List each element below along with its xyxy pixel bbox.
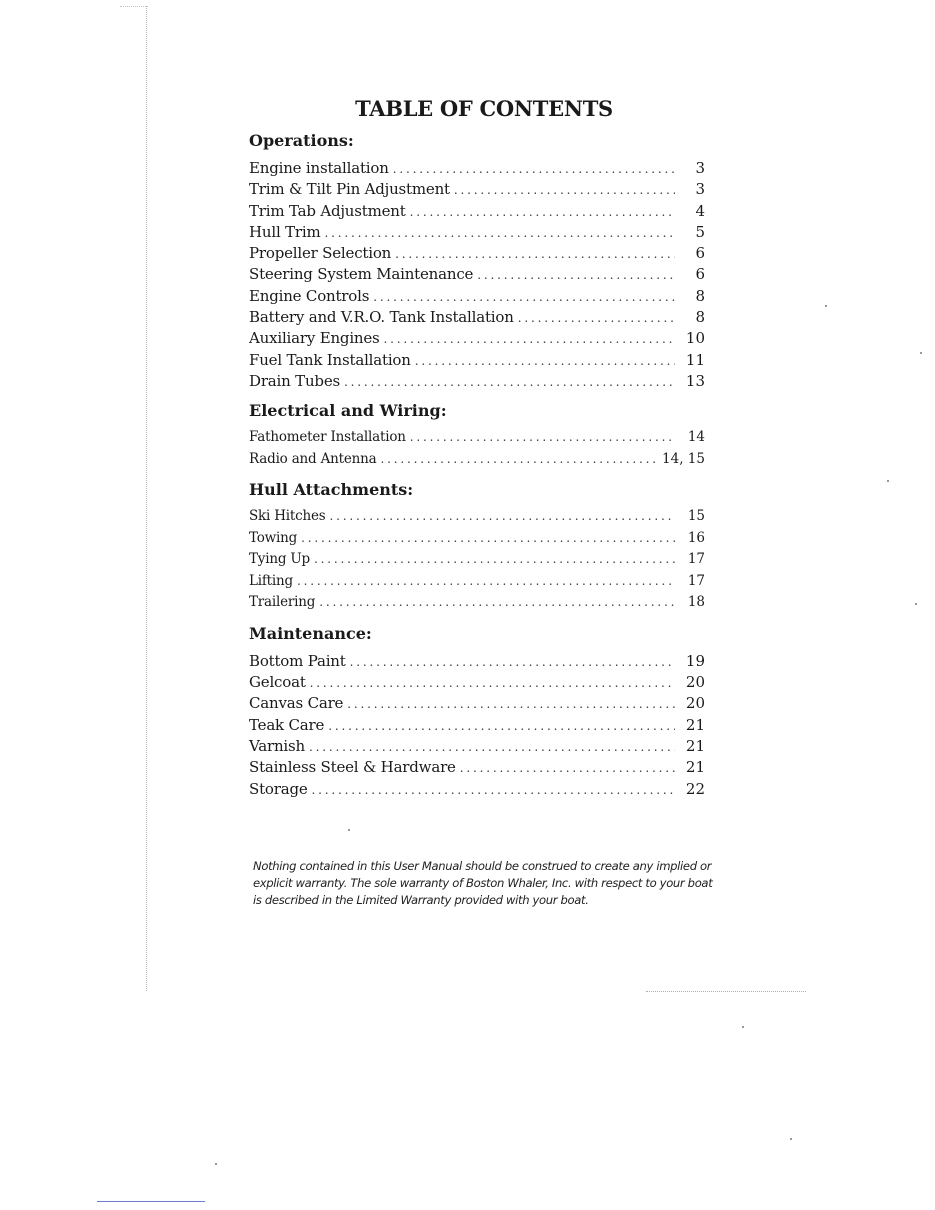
toc-entry-label: Gelcoat [249, 673, 306, 692]
page-title: TABLE OF CONTENTS [355, 96, 613, 121]
dot-leader [344, 375, 675, 389]
scan-artifact-line [646, 991, 806, 992]
toc-entry [249, 780, 705, 801]
toc-entry-page-number: 11 [685, 350, 705, 369]
toc-entry-list [249, 508, 705, 616]
scan-speck [742, 1026, 744, 1028]
toc-entry-label: Storage [249, 779, 308, 798]
dot-leader [373, 290, 675, 304]
toc-entry-label: Stainless Steel & Hardware [249, 758, 456, 777]
toc-section [249, 624, 705, 801]
dot-leader [415, 354, 675, 368]
toc-entry-label: Auxiliary Engines [249, 329, 380, 348]
dot-leader [330, 509, 675, 523]
toc-entry-label: Varnish [249, 736, 305, 755]
toc-entry [249, 530, 705, 552]
toc-entry [249, 694, 705, 715]
toc-entry-page-number: 14 [687, 429, 705, 446]
toc-entry-page-number: 17 [687, 551, 705, 568]
toc-entry [249, 202, 705, 223]
scan-speck [887, 480, 889, 482]
dot-leader [410, 430, 675, 444]
dot-leader [347, 697, 675, 711]
toc-sections [249, 131, 705, 801]
toc-section [249, 131, 705, 393]
scan-speck [215, 1163, 217, 1165]
toc-entry [249, 508, 705, 530]
dot-leader [477, 268, 675, 282]
dot-leader [518, 311, 675, 325]
dot-leader [314, 552, 675, 566]
dot-leader [312, 783, 675, 797]
warranty-disclaimer: Nothing contained in this User Manual should be construed to create any implied or explicit warranty. The sole warranty of Boston Whaler, Inc. with respect to your boat is described in the Limited Warranty provided with your boat. [253, 859, 713, 907]
dot-leader [454, 183, 675, 197]
toc-entry-label: Trailering [249, 594, 316, 611]
toc-entry-label: Fuel Tank Installation [249, 350, 411, 369]
toc-entry-page-number: 20 [685, 694, 705, 713]
toc-entry-label: Tying Up [249, 551, 310, 568]
toc-entry-page-number: 21 [685, 736, 705, 755]
toc-entry-label: Teak Care [249, 715, 325, 734]
toc-entry-page-number: 22 [685, 779, 705, 798]
toc-entry-page-number: 8 [695, 308, 705, 327]
toc-entry-label: Propeller Selection [249, 244, 392, 263]
dot-leader [309, 740, 675, 754]
toc-entry-page-number: 18 [687, 594, 705, 611]
toc-entry-label: Trim Tab Adjustment [249, 201, 406, 220]
toc-entry-label: Battery and V.R.O. Tank Installation [249, 308, 514, 327]
dot-leader [325, 226, 675, 240]
scan-speck [790, 1138, 792, 1140]
section-heading: Maintenance: [249, 623, 372, 643]
toc-entry-label: Lifting [249, 572, 293, 589]
toc-entry-page-number: 8 [695, 286, 705, 305]
table-of-contents [249, 96, 705, 809]
toc-entry-page-number: 21 [685, 715, 705, 734]
toc-entry [249, 652, 705, 673]
scan-speck [348, 829, 350, 831]
toc-entry-page-number: 16 [687, 529, 705, 546]
toc-entry [249, 594, 705, 616]
toc-entry-page-number: 21 [685, 758, 705, 777]
toc-entry-page-number: 14, 15 [662, 450, 705, 467]
dot-leader [380, 452, 658, 466]
dot-leader [328, 719, 675, 733]
toc-entry [249, 716, 705, 737]
toc-entry [249, 329, 705, 350]
dot-leader [319, 595, 675, 609]
scan-speck [920, 352, 922, 354]
toc-entry [249, 244, 705, 265]
dot-leader [301, 531, 675, 545]
toc-section [249, 401, 705, 472]
scan-edge-top [120, 6, 148, 7]
toc-entry-page-number: 20 [685, 673, 705, 692]
toc-entry [249, 265, 705, 286]
toc-entry [249, 159, 705, 180]
toc-entry [249, 451, 705, 473]
toc-entry-page-number: 3 [695, 159, 705, 177]
section-heading: Electrical and Wiring: [249, 401, 447, 421]
dot-leader [310, 676, 675, 690]
dot-leader [410, 205, 675, 219]
dot-leader [350, 655, 675, 669]
toc-entry-label: Bottom Paint [249, 651, 346, 670]
section-heading: Hull Attachments: [249, 480, 414, 500]
dot-leader [460, 761, 675, 775]
toc-entry-page-number: 6 [695, 244, 705, 263]
toc-entry-page-number: 10 [685, 329, 705, 348]
dot-leader [393, 162, 675, 176]
dot-leader [395, 247, 675, 261]
toc-entry-list [249, 159, 705, 393]
section-heading: Operations: [249, 131, 354, 150]
toc-entry-page-number: 3 [695, 180, 705, 199]
toc-entry [249, 287, 705, 308]
toc-entry-list [249, 429, 705, 472]
toc-entry-label: Trim & Tilt Pin Adjustment [249, 180, 450, 199]
dot-leader [297, 574, 675, 588]
toc-entry-label: Hull Trim [249, 222, 321, 241]
toc-entry [249, 180, 705, 201]
toc-entry-page-number: 15 [687, 508, 705, 525]
toc-entry-label: Fathometer Installation [249, 429, 406, 446]
toc-entry-page-number: 13 [685, 371, 705, 390]
toc-entry [249, 551, 705, 573]
toc-entry-label: Radio and Antenna [249, 450, 377, 467]
toc-entry [249, 758, 705, 779]
scan-edge-left [146, 6, 147, 991]
toc-entry-page-number: 6 [695, 265, 705, 284]
toc-section [249, 480, 705, 616]
toc-entry [249, 223, 705, 244]
toc-entry [249, 737, 705, 758]
toc-entry [249, 372, 705, 393]
scan-artifact-blue-line [97, 1201, 205, 1202]
toc-entry-label: Engine installation [249, 159, 389, 177]
toc-entry-page-number: 19 [685, 651, 705, 670]
toc-entry-label: Towing [249, 529, 298, 546]
toc-entry-list [249, 652, 705, 801]
toc-entry-page-number: 5 [695, 222, 705, 241]
toc-entry-label: Ski Hitches [249, 508, 326, 525]
toc-entry [249, 673, 705, 694]
toc-entry [249, 573, 705, 595]
toc-entry-page-number: 4 [695, 201, 705, 220]
dot-leader [384, 332, 675, 346]
toc-entry [249, 308, 705, 329]
toc-entry-page-number: 17 [687, 572, 705, 589]
scan-speck [915, 603, 917, 605]
toc-entry [249, 351, 705, 372]
toc-entry-label: Canvas Care [249, 694, 344, 713]
toc-entry-label: Steering System Maintenance [249, 265, 474, 284]
scan-speck [825, 305, 827, 307]
toc-entry-label: Engine Controls [249, 286, 370, 305]
toc-entry [249, 429, 705, 451]
toc-entry-label: Drain Tubes [249, 371, 341, 390]
